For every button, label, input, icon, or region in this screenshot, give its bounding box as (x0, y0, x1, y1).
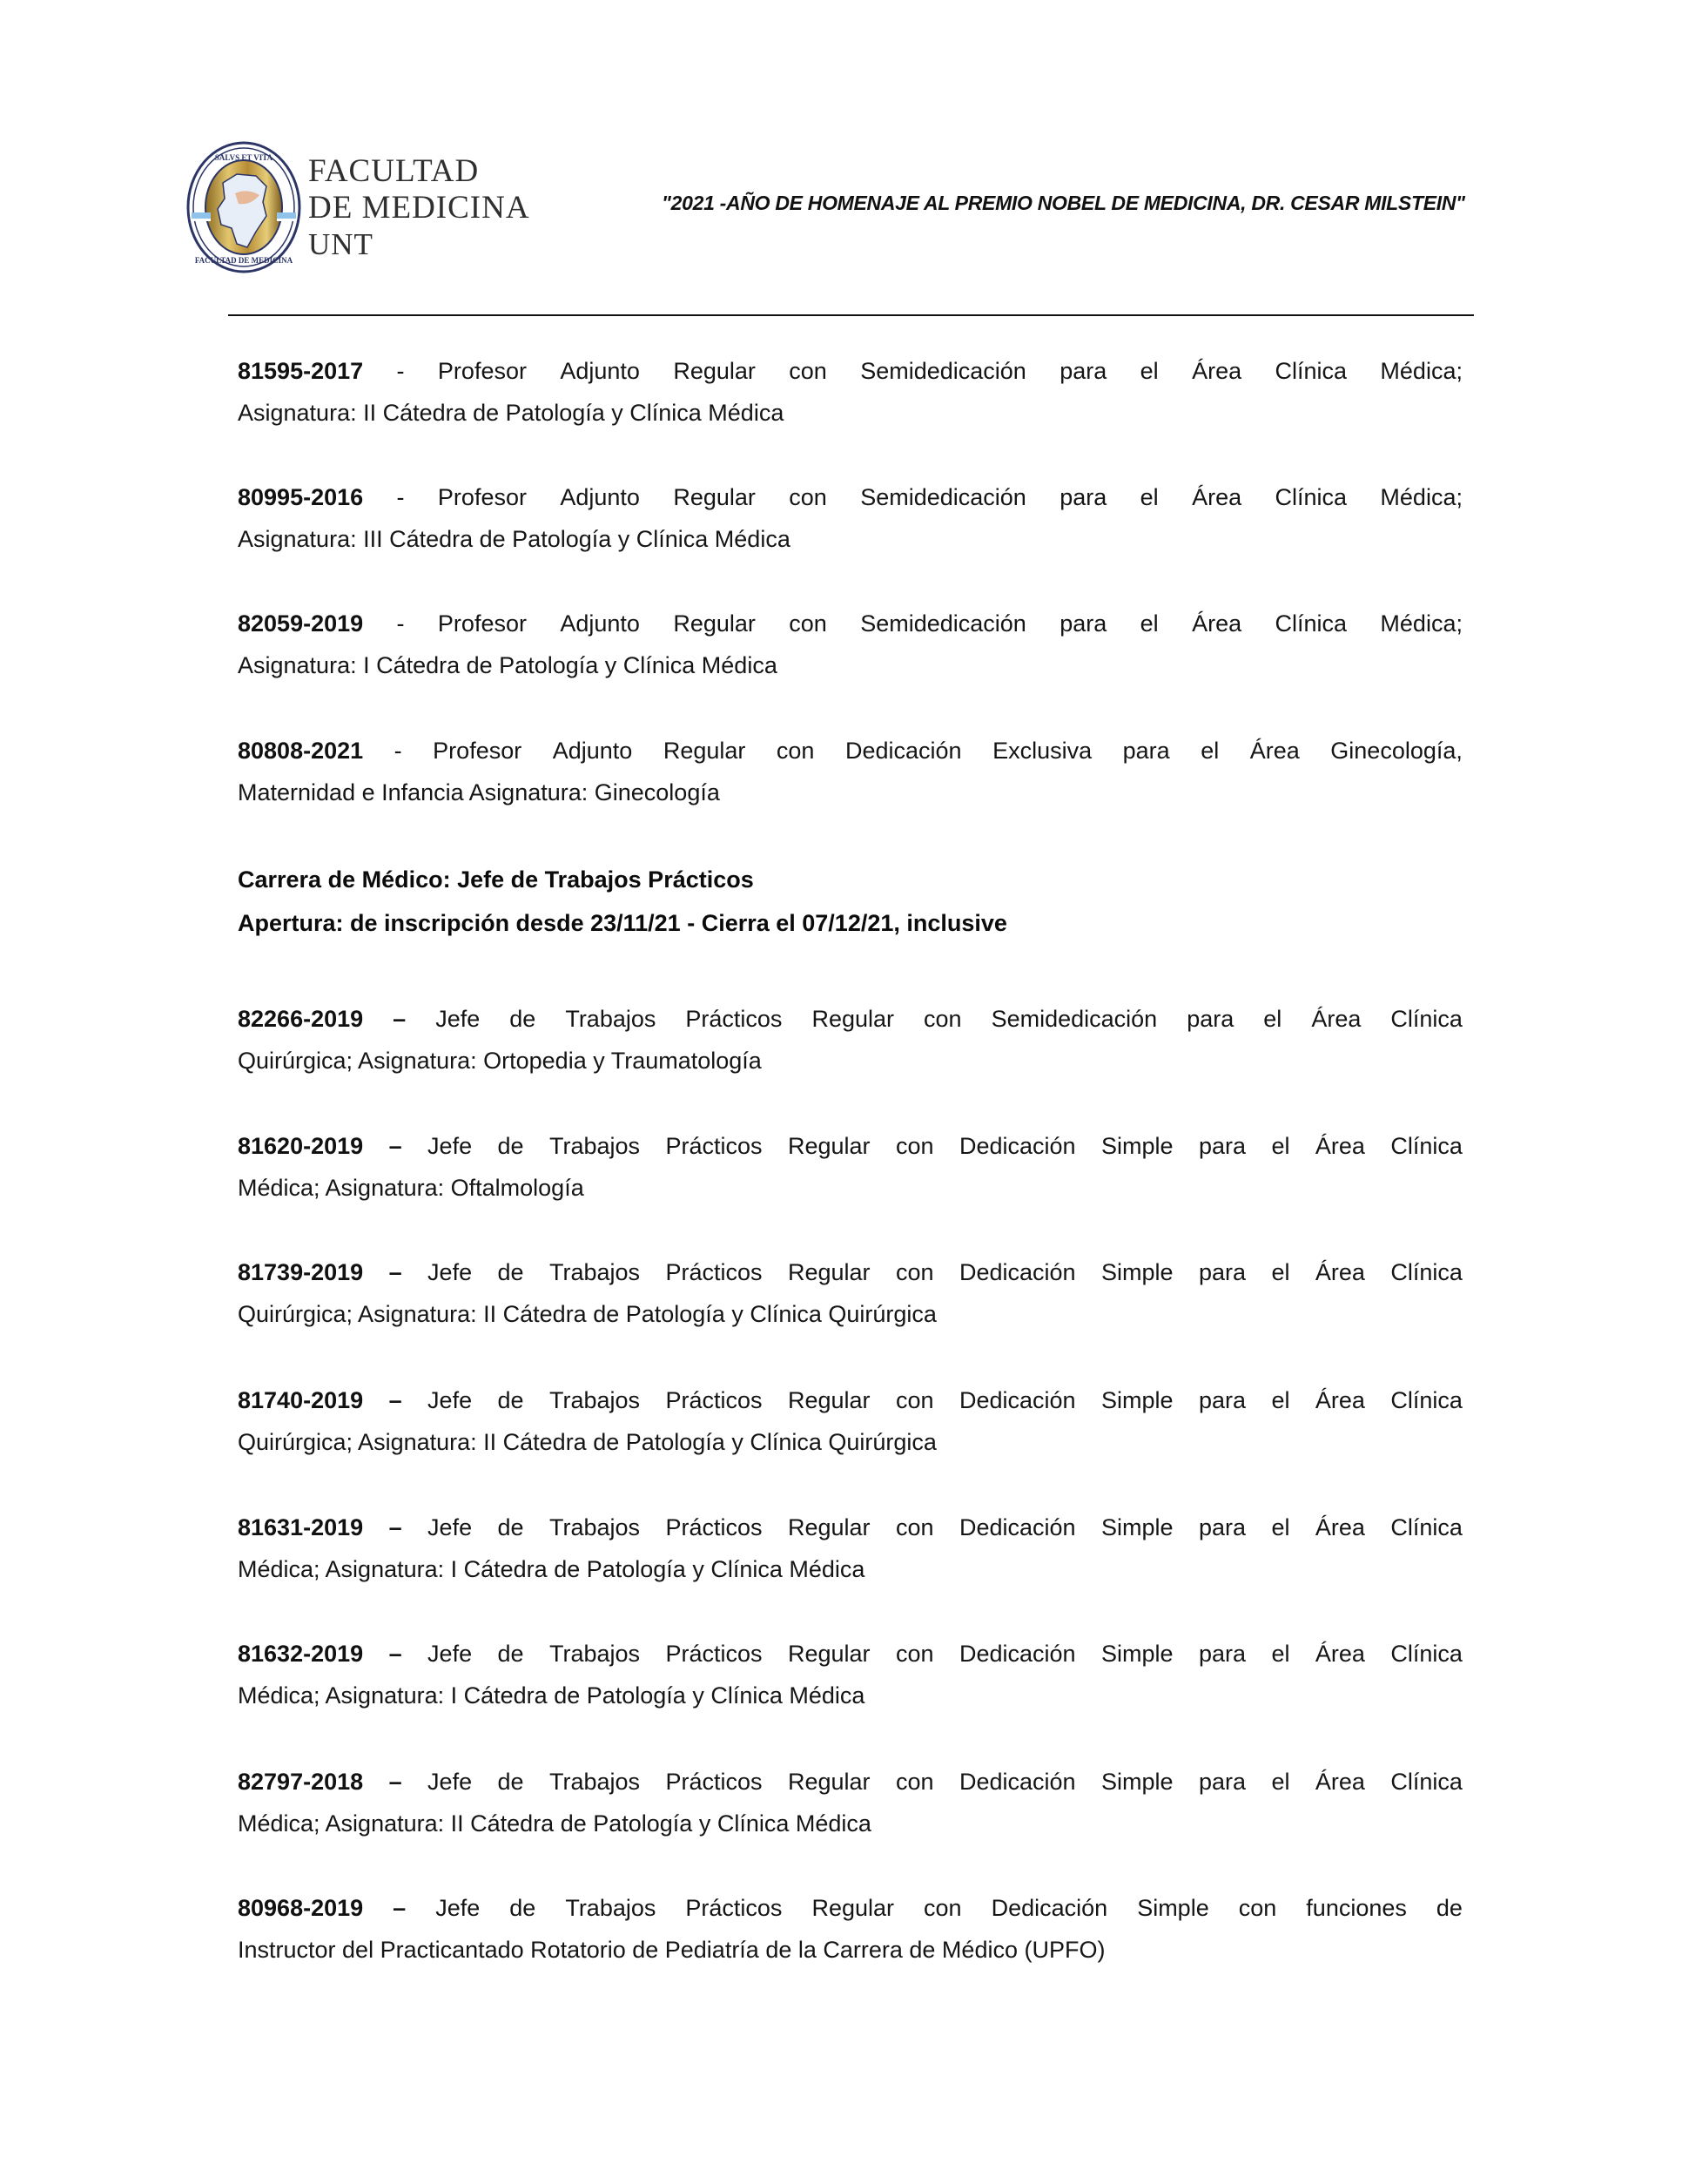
word: Médica; (1380, 610, 1463, 637)
word: con (789, 358, 827, 384)
word: Regular (787, 1514, 871, 1540)
separator: – (393, 1895, 407, 1921)
word: Trabajos (549, 1641, 641, 1667)
word: de (509, 1895, 536, 1921)
entry-line-2: Médica; Asignatura: I Cátedra de Patología y Clínica Médica (238, 1682, 865, 1709)
list-item (238, 476, 1463, 560)
word: con (789, 484, 827, 510)
word: Exclusiva (992, 738, 1093, 764)
word: Dedicación (959, 1641, 1076, 1667)
entry-line-2: Quirúrgica; Asignatura: II Cátedra de Patología y Clínica Quirúrgica (238, 1429, 937, 1455)
expediente-code: 80968-2019 (238, 1895, 364, 1921)
word: para (1060, 610, 1107, 637)
svg-text:SALVS ET VITA: SALVS ET VITA (214, 153, 273, 162)
brand-line-3: UNT (308, 227, 373, 261)
word: con (895, 1387, 934, 1413)
word: Dedicación (959, 1133, 1076, 1159)
word: para (1198, 1133, 1246, 1159)
word: de (1436, 1895, 1463, 1921)
word: con (895, 1769, 934, 1795)
word: Área (1315, 1641, 1365, 1667)
word: Dedicación (844, 738, 962, 764)
word: Área (1192, 484, 1242, 510)
word: Área (1249, 738, 1300, 764)
word: Jefe (435, 1895, 481, 1921)
word: Simple (1100, 1514, 1174, 1540)
word: Simple (1100, 1641, 1174, 1667)
entry-line-2: Maternidad e Infancia Asignatura: Ginecología (238, 779, 720, 806)
word: Trabajos (549, 1387, 641, 1413)
expediente-code: 82059-2019 (238, 610, 364, 637)
separator: – (388, 1133, 402, 1159)
word: Jefe (427, 1259, 473, 1285)
word: Adjunto (560, 358, 640, 384)
entry-line-2: Instructor del Practicantado Rotatorio de Pediatría de la Carrera de Médico (UPFO) (238, 1937, 1106, 1963)
word: para (1122, 738, 1170, 764)
word: Dedicación (959, 1259, 1076, 1285)
word: Semidedicación (860, 358, 1026, 384)
word: con (924, 1006, 962, 1032)
word: para (1187, 1006, 1234, 1032)
list-item (238, 603, 1463, 686)
separator: – (388, 1769, 402, 1795)
word: Simple (1100, 1387, 1174, 1413)
section-subtitle: Apertura: de inscripción desde 23/11/21 - Cierra el 07/12/21, inclusive (238, 910, 1007, 936)
word: Clínica (1275, 358, 1348, 384)
expediente-code: 80995-2016 (238, 484, 364, 510)
word: Jefe (427, 1387, 473, 1413)
word: Médica; (1380, 358, 1463, 384)
word: el (1140, 610, 1159, 637)
word: Clínica (1390, 1769, 1463, 1795)
svg-text:FACULTAD DE MEDICINA: FACULTAD DE MEDICINA (194, 256, 293, 265)
word: Semidedicación (860, 484, 1026, 510)
word: Dedicación (991, 1895, 1108, 1921)
separator: – (388, 1514, 402, 1540)
section-title: Carrera de Médico: Jefe de Trabajos Prácticos (238, 866, 754, 893)
word: el (1271, 1769, 1290, 1795)
list-item (238, 1633, 1463, 1716)
word: Regular (673, 484, 756, 510)
entry-line-1 (238, 603, 1463, 644)
word: de (497, 1769, 524, 1795)
word: Clínica (1275, 484, 1348, 510)
separator: – (388, 1387, 402, 1413)
word: Regular (673, 610, 756, 637)
word: Área (1315, 1769, 1365, 1795)
separator: – (388, 1259, 402, 1285)
word: para (1198, 1514, 1246, 1540)
entry-line-1 (238, 1125, 1463, 1167)
entry-line-2: Médica; Asignatura: I Cátedra de Patología y Clínica Médica (238, 1556, 865, 1582)
list-item (238, 1887, 1463, 1971)
word: Área (1315, 1259, 1365, 1285)
word: Regular (787, 1641, 871, 1667)
expediente-code: 81632-2019 (238, 1641, 364, 1667)
entry-line-1 (238, 1251, 1463, 1293)
word: Clínica (1390, 1641, 1463, 1667)
list-item (238, 1251, 1463, 1335)
entry-line-1 (238, 1507, 1463, 1548)
separator: – (393, 1006, 407, 1032)
entry-line-2: Asignatura: I Cátedra de Patología y Clínica Médica (238, 652, 777, 678)
expediente-code: 82266-2019 (238, 1006, 364, 1032)
separator: – (388, 1641, 402, 1667)
word: para (1198, 1259, 1246, 1285)
entry-line-1 (238, 1761, 1463, 1803)
entry-line-2: Asignatura: III Cátedra de Patología y Clínica Médica (238, 526, 790, 552)
faculty-seal-icon (186, 141, 301, 273)
word: Profesor (437, 610, 527, 637)
list-item (238, 998, 1463, 1082)
word: para (1198, 1641, 1246, 1667)
word: Regular (787, 1769, 871, 1795)
word: para (1198, 1387, 1246, 1413)
word: Prácticos (665, 1133, 763, 1159)
word: el (1271, 1259, 1290, 1285)
word: para (1198, 1769, 1246, 1795)
word: Dedicación (959, 1769, 1076, 1795)
word: de (497, 1641, 524, 1667)
word: con (1238, 1895, 1277, 1921)
expediente-code: 81739-2019 (238, 1259, 364, 1285)
word: el (1271, 1387, 1290, 1413)
word: el (1201, 738, 1220, 764)
word: Jefe (427, 1133, 473, 1159)
word: Semidedicación (860, 610, 1026, 637)
word: Prácticos (665, 1769, 763, 1795)
word: con (895, 1514, 934, 1540)
expediente-code: 81740-2019 (238, 1387, 364, 1413)
word: Simple (1137, 1895, 1209, 1921)
entry-line-2: Asignatura: II Cátedra de Patología y Clínica Médica (238, 400, 784, 426)
word: Trabajos (549, 1133, 641, 1159)
expediente-code: 81620-2019 (238, 1133, 364, 1159)
word: Clínica (1390, 1514, 1463, 1540)
word: Adjunto (552, 738, 633, 764)
word: Regular (663, 738, 746, 764)
word: con (924, 1895, 962, 1921)
expediente-code: 81595-2017 (238, 358, 364, 384)
word: Clínica (1275, 610, 1348, 637)
word: Área (1315, 1514, 1365, 1540)
word: el (1140, 484, 1159, 510)
word: con (895, 1259, 934, 1285)
word: Jefe (427, 1769, 473, 1795)
word: Prácticos (685, 1006, 783, 1032)
entry-line-2: Médica; Asignatura: II Cátedra de Patología y Clínica Médica (238, 1810, 871, 1837)
word: Adjunto (560, 610, 640, 637)
word: para (1060, 358, 1107, 384)
word: de (497, 1133, 524, 1159)
word: Trabajos (565, 1006, 656, 1032)
word: con (789, 610, 827, 637)
word: Dedicación (959, 1514, 1076, 1540)
word: el (1271, 1133, 1290, 1159)
word: Prácticos (685, 1895, 783, 1921)
expediente-code: 82797-2018 (238, 1769, 364, 1795)
word: Clínica (1390, 1006, 1463, 1032)
word: Simple (1100, 1259, 1174, 1285)
list-item (238, 350, 1463, 434)
expediente-code: 80808-2021 (238, 738, 364, 764)
word: Clínica (1390, 1133, 1463, 1159)
list-item (238, 1379, 1463, 1463)
list-item (238, 730, 1463, 813)
word: Regular (811, 1006, 895, 1032)
word: el (1271, 1514, 1290, 1540)
faculty-wordmark (308, 153, 530, 263)
word: con (895, 1133, 934, 1159)
word: Jefe (435, 1006, 481, 1032)
entry-line-1 (238, 998, 1463, 1040)
separator: - (396, 610, 405, 637)
word: Ginecología, (1330, 738, 1463, 764)
word: Dedicación (959, 1387, 1076, 1413)
separator: - (394, 738, 402, 764)
word: el (1271, 1641, 1290, 1667)
word: Regular (787, 1259, 871, 1285)
word: Jefe (427, 1641, 473, 1667)
word: Médica; (1380, 484, 1463, 510)
word: Adjunto (560, 484, 640, 510)
word: Profesor (437, 358, 527, 384)
header-divider (228, 314, 1474, 316)
word: de (497, 1514, 524, 1540)
word: de (509, 1006, 536, 1032)
word: Trabajos (565, 1895, 656, 1921)
separator: - (396, 484, 405, 510)
entry-line-2: Médica; Asignatura: Oftalmología (238, 1175, 584, 1201)
separator: - (396, 358, 405, 384)
word: el (1263, 1006, 1282, 1032)
word: Prácticos (665, 1641, 763, 1667)
word: para (1060, 484, 1107, 510)
entry-line-1 (238, 350, 1463, 392)
word: Prácticos (665, 1514, 763, 1540)
entry-line-1 (238, 1887, 1463, 1929)
entry-line-2: Quirúrgica; Asignatura: Ortopedia y Traumatología (238, 1048, 762, 1074)
word: Área (1192, 358, 1242, 384)
word: con (776, 738, 815, 764)
expediente-code: 81631-2019 (238, 1514, 364, 1540)
header-motto: "2021 -AÑO DE HOMENAJE AL PREMIO NOBEL DE MEDICINA, DR. CESAR MILSTEIN" (662, 192, 1465, 214)
word: Regular (787, 1387, 871, 1413)
word: Profesor (437, 484, 527, 510)
word: Área (1315, 1133, 1365, 1159)
word: el (1140, 358, 1159, 384)
list-item (238, 1125, 1463, 1209)
brand-line-2: DE MEDICINA (308, 190, 530, 226)
word: Clínica (1390, 1387, 1463, 1413)
word: Regular (787, 1133, 871, 1159)
word: Trabajos (549, 1769, 641, 1795)
word: Prácticos (665, 1387, 763, 1413)
word: Simple (1100, 1769, 1174, 1795)
word: Trabajos (549, 1259, 641, 1285)
word: con (895, 1641, 934, 1667)
entry-line-2: Quirúrgica; Asignatura: II Cátedra de Patología y Clínica Quirúrgica (238, 1301, 937, 1327)
word: funciones (1306, 1895, 1407, 1921)
list-item (238, 1507, 1463, 1590)
entry-line-1 (238, 1633, 1463, 1675)
word: Regular (673, 358, 756, 384)
word: de (497, 1259, 524, 1285)
word: Simple (1100, 1133, 1174, 1159)
word: de (497, 1387, 524, 1413)
word: Profesor (433, 738, 522, 764)
entry-line-1 (238, 476, 1463, 518)
brand-line-1: FACULTAD (308, 153, 480, 189)
word: Clínica (1390, 1259, 1463, 1285)
word: Trabajos (549, 1514, 641, 1540)
word: Jefe (427, 1514, 473, 1540)
entry-line-1 (238, 1379, 1463, 1421)
entry-line-1 (238, 730, 1463, 772)
word: Área (1192, 610, 1242, 637)
word: Semidedicación (991, 1006, 1158, 1032)
word: Regular (811, 1895, 895, 1921)
word: Área (1311, 1006, 1362, 1032)
word: Área (1315, 1387, 1365, 1413)
word: Prácticos (665, 1259, 763, 1285)
list-item (238, 1761, 1463, 1844)
